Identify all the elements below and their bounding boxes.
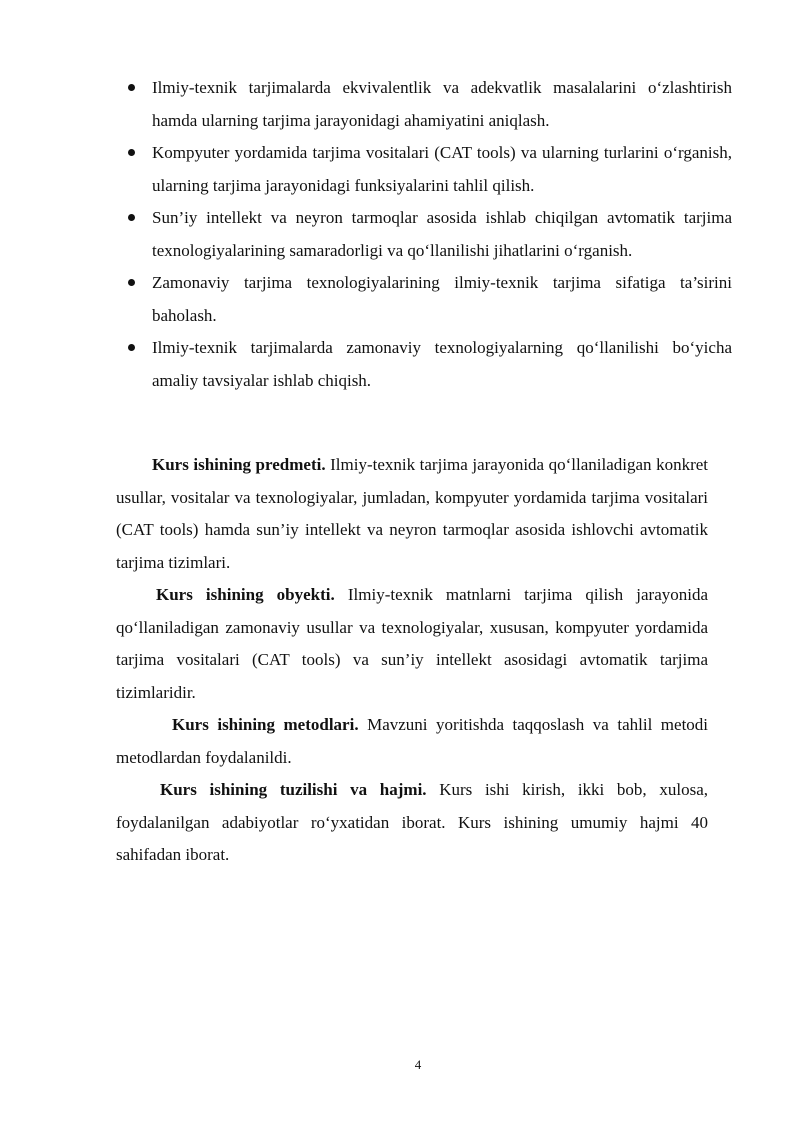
paragraph-heading: Kurs ishining obyekti.: [156, 585, 335, 604]
objectives-list: [152, 72, 732, 397]
bullet-icon: [128, 279, 135, 286]
paragraph-heading: Kurs ishining predmeti.: [152, 455, 326, 474]
list-item-text: Sun’iy intellekt va neyron tarmoqlar asosida ishlab chiqilgan avtomatik tarjima texnologiyalarining samaradorligi va qo‘llanilishi jihatlarini o‘rganish.: [152, 208, 732, 260]
list-item-text: Kompyuter yordamida tarjima vositalari (CAT tools) va ularning turlarini o‘rganish, ularning tarjima jarayonidagi funksiyalarini tahlil qilish.: [152, 143, 732, 195]
paragraph-heading: Kurs ishining tuzilishi va hajmi.: [160, 780, 427, 799]
list-item-text: Ilmiy-texnik tarjimalarda ekvivalentlik va adekvatlik masalalarini o‘zlashtirish hamda ularning tarjima jarayonidagi ahamiyatini aniqlash.: [152, 78, 732, 130]
paragraph-methods: [116, 709, 708, 774]
paragraph-text: Mavzuni yoritishda taqqoslash va tahlil metodi metodlardan foydalanildi.: [116, 715, 709, 767]
list-item: [152, 72, 732, 137]
page-number: 4: [414, 1057, 422, 1072]
list-item: [152, 332, 732, 397]
paragraph-text: Kurs ishi kirish, ikki bob, xulosa, foydalanilgan adabiyotlar ro‘yxatidan iborat. Kurs ishining umumiy hajmi 40 sahifadan iborat.: [116, 780, 708, 864]
list-item: [152, 137, 732, 202]
list-item: [152, 202, 732, 267]
bullet-icon: [128, 84, 135, 91]
paragraph-object: [116, 579, 708, 709]
paragraph-subject: [116, 449, 708, 579]
paragraph-structure: [116, 774, 708, 872]
paragraph-text: Ilmiy-texnik matnlarni tarjima qilish jarayonida qo‘llaniladigan zamonaviy usullar va texnologiyalar, xususan, kompyuter yordamida tarjima vositalari (CAT tools) va sun’iy intellekt asosidagi avtomatik tarjima tizimlaridir.: [116, 585, 709, 702]
bullet-icon: [128, 344, 135, 351]
list-item-text: Ilmiy-texnik tarjimalarda zamonaviy texnologiyalarning qo‘llanilishi bo‘yicha amaliy tavsiyalar ishlab chiqish.: [152, 338, 732, 390]
bullet-icon: [128, 149, 135, 156]
paragraph-heading: Kurs ishining metodlari.: [172, 715, 359, 734]
list-item-text: Zamonaviy tarjima texnologiyalarining ilmiy-texnik tarjima sifatiga ta’sirini baholash.: [152, 273, 732, 325]
bullet-icon: [128, 214, 135, 221]
list-item: [152, 267, 732, 332]
paragraph-text: Ilmiy-texnik tarjima jarayonida qo‘llaniladigan konkret usullar, vositalar va texnologiyalar, jumladan, kompyuter yordamida tarjima vositalari (CAT tools) hamda sun’iy intellekt va neyron tarmoqlar asosida ishlovchi avtomatik tarjima tizimlari.: [116, 455, 708, 572]
